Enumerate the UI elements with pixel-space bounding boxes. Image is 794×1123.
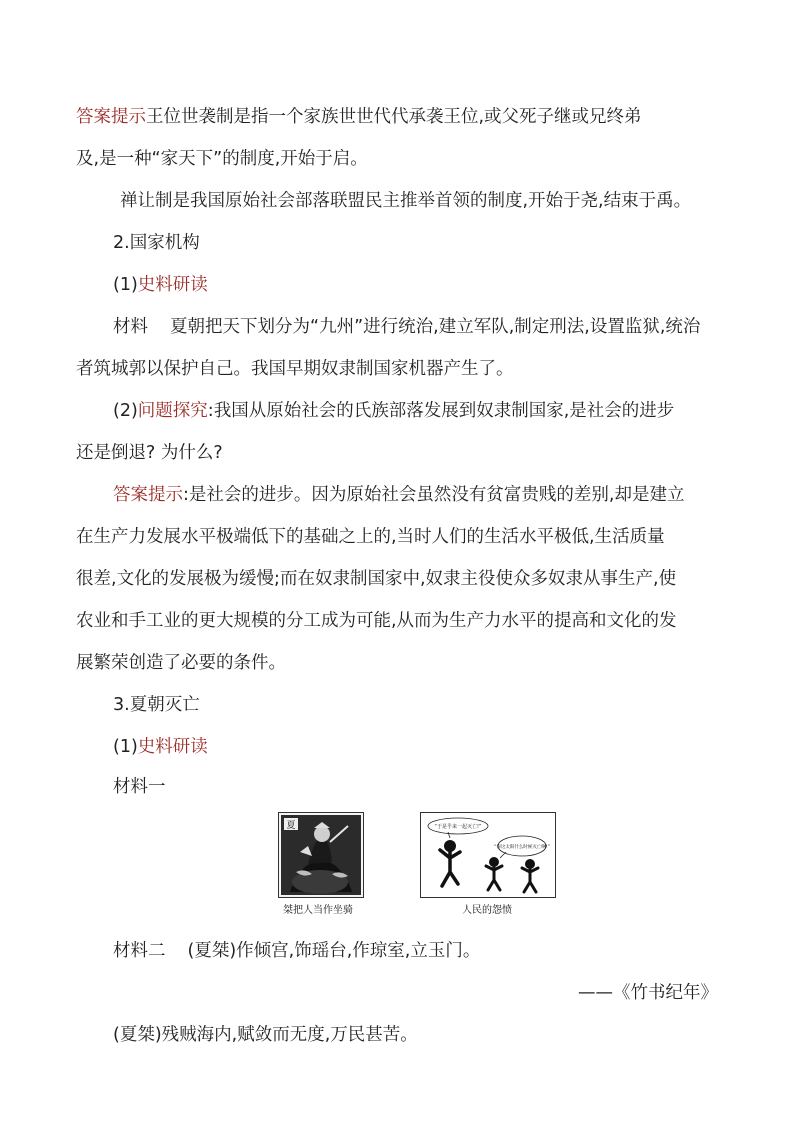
section-2-subheading-1 xyxy=(113,274,208,296)
answer-text-1: :是社会的进步。因为原始社会虽然没有贫富贵贱的差别,却是建立 xyxy=(183,485,685,505)
answer-line-1 xyxy=(113,484,684,506)
answer-hint-line-2: 及,是一种“家天下”的制度,开始于启。 xyxy=(76,149,368,169)
question-text: :我国从原始社会的氏族部落发展到奴隶制国家,是社会的进步 xyxy=(207,401,675,421)
final-line: (夏桀)残贼海内,赋敛而无度,万民甚苦。 xyxy=(113,1025,418,1045)
material-line-2: 者筑城郭以保护自己。我国早期奴隶制国家机器产生了。 xyxy=(76,359,514,379)
material-text: 夏朝把天下划分为“九州”进行统治,建立军队,制定刑法,设置监狱,统治 xyxy=(170,317,701,337)
jie-illustration xyxy=(278,812,364,898)
speech-bubble-2: “你这太阳什么时候灭亡啊!” xyxy=(494,845,550,850)
section-3-subheading-1 xyxy=(113,736,208,758)
section-3-heading: 3.夏朝灭亡 xyxy=(113,695,200,715)
material-2-line xyxy=(113,940,480,962)
material-label: 材料 xyxy=(113,317,148,337)
answer-line-3: 很差,文化的发展极为缓慢;而在奴隶制国家中,奴隶主役使众多奴隶从事生产,使 xyxy=(76,569,677,589)
question-explore-label: 问题探究 xyxy=(137,401,208,421)
answer-label-2: 答案提示 xyxy=(113,485,183,505)
material-line-1 xyxy=(113,316,700,338)
answer-line-2: 在生产力发展水平极端低下的基础之上的,当时人们的生活水平极低,生活质量 xyxy=(76,527,665,547)
answer-hint-text: 王位世袭制是指一个家族世世代代承袭王位,或父死子继或兄终弟 xyxy=(146,107,642,127)
people-anger-illustration xyxy=(420,812,556,898)
material-1-label: 材料一 xyxy=(113,777,166,797)
sub-num-3: (1) xyxy=(113,737,138,757)
material-2-label: 材料二 xyxy=(113,941,166,961)
source-reading-label-2: 史料研读 xyxy=(137,737,208,757)
figure-2-caption: 人民的怨愤 xyxy=(462,905,512,916)
sub-num-2: (2) xyxy=(113,401,138,421)
abdication-paragraph: 禅让制是我国原始社会部落联盟民主推举首领的制度,开始于尧,结束于禹。 xyxy=(120,191,692,211)
source-citation: ——《竹书纪年》 xyxy=(578,983,718,1003)
question-line-2: 还是倒退? 为什么? xyxy=(76,443,223,463)
xia-badge: 夏 xyxy=(286,821,296,831)
answer-line-4: 农业和手工业的更大规模的分工成为可能,从而为生产力水平的提高和文化的发 xyxy=(76,611,677,631)
speech-bubble-1: “于是乎来一起灭亡!” xyxy=(434,824,482,830)
figure-people-anger xyxy=(420,812,556,898)
figure-jie-riding xyxy=(278,812,364,898)
answer-hint-label: 答案提示 xyxy=(76,107,146,127)
figure-1-caption: 桀把人当作坐骑 xyxy=(283,905,353,916)
answer-line-5: 展繁荣创造了必要的条件。 xyxy=(76,653,286,673)
answer-hint-line-1 xyxy=(76,106,642,128)
section-2-heading: 2.国家机构 xyxy=(113,233,200,253)
material-2-text: (夏桀)作倾宫,饰瑶台,作琼室,立玉门。 xyxy=(187,941,481,961)
sub-num: (1) xyxy=(113,275,138,295)
question-line-1 xyxy=(113,400,674,422)
source-reading-label: 史料研读 xyxy=(137,275,208,295)
